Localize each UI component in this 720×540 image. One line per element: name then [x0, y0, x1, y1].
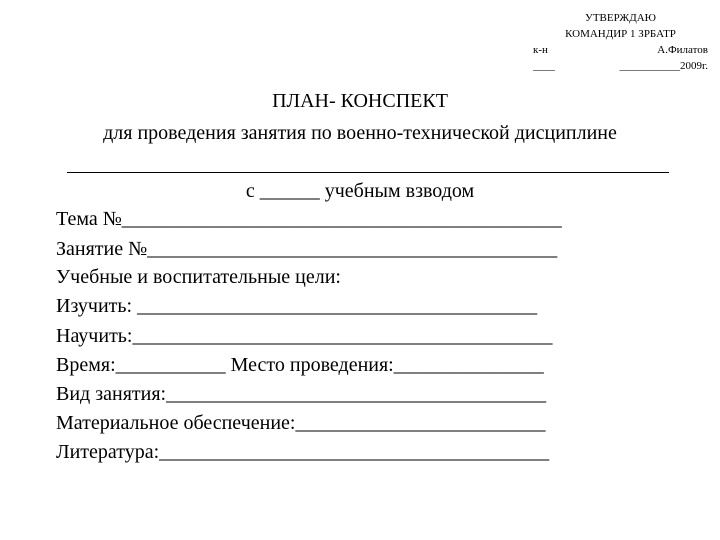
discipline-blank-line: [67, 172, 669, 173]
literature-field: Литература:_______________________________________: [56, 441, 550, 463]
approval-date: [533, 58, 708, 74]
lesson-field: Занятие №_________________________________________: [56, 238, 558, 260]
document-subtitle: для проведения занятия по военно-технической дисциплине: [103, 122, 617, 144]
study-field: Изучить: ________________________________________: [56, 295, 538, 317]
platoon-line: с ______ учебным взводом: [245, 180, 475, 202]
topic-field: Тема №____________________________________________: [56, 208, 562, 230]
document-title: ПЛАН- КОНСПЕКТ: [272, 90, 448, 112]
lesson-type-field: Вид занятия:______________________________________: [56, 383, 547, 405]
commander-title: КОМАНДИР 1 ЗРБАТР: [565, 28, 676, 40]
approval-date-day: ____: [533, 60, 555, 72]
approval-date-rest: ___________2009г.: [619, 60, 708, 72]
teach-field: Научить:__________________________________________: [56, 325, 553, 347]
materials-field: Материальное обеспечение:_________________________: [56, 412, 546, 434]
approval-heading: УТВЕРЖДАЮ: [585, 12, 656, 24]
time-place-field: Время:___________ Место проведения:_______________: [56, 354, 544, 376]
signatory-row: [533, 42, 708, 58]
approval-block: [533, 10, 708, 74]
signatory-rank: к-н: [533, 44, 548, 56]
goals-field: Учебные и воспитательные цели:: [56, 266, 341, 288]
signatory-name: А.Филатов: [657, 44, 708, 56]
